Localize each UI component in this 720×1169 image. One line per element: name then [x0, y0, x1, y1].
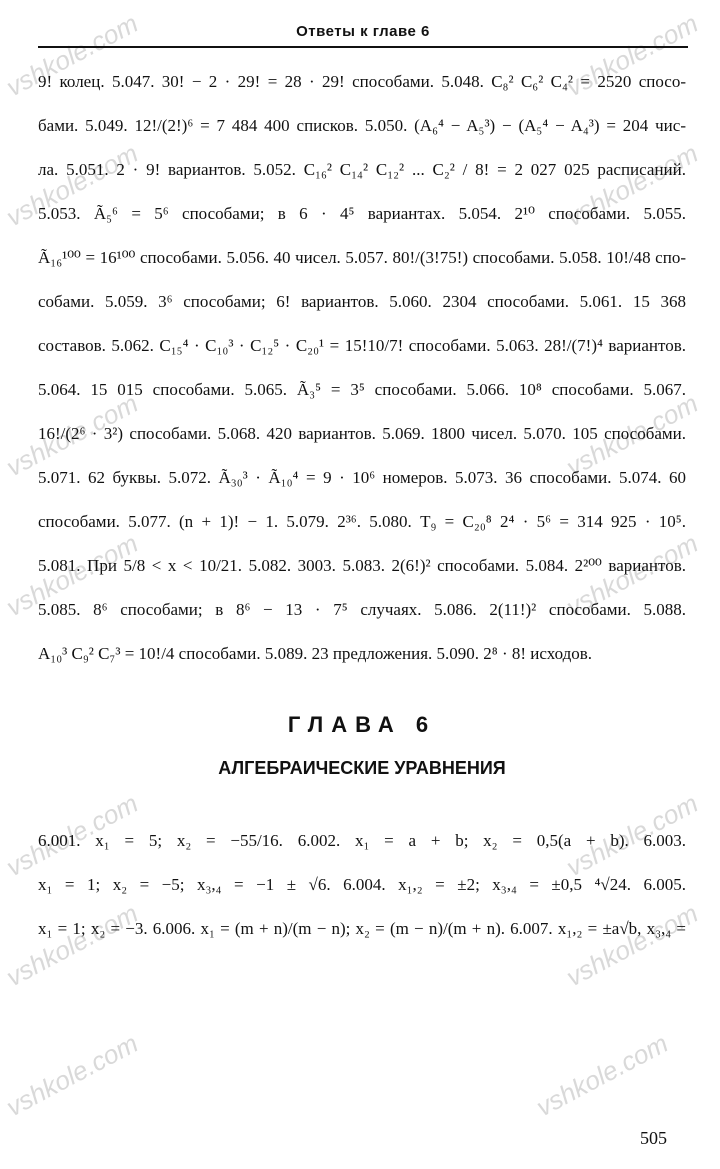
answer-line: A₁₀³ C₉² C₇³ = 10!/4 способами. 5.089. 23 предложения. 5.090. 2⁸ · 8! исходов. — [38, 644, 593, 663]
chapter-title: ГЛАВА 6 — [287, 712, 437, 737]
watermark: vshkole.com — [561, 7, 703, 103]
answer-line: Ã₁₆¹⁰⁰ = 16¹⁰⁰ способами. 5.056. 40 чисел. 5.057. 80!/(3!75!) способами. 5.058. 10!/48 спо- — [38, 248, 686, 267]
answer-line: 16!/(2⁶ · 3²) способами. 5.068. 420 вариантов. 5.069. 1800 чисел. 5.070. 105 способами. — [38, 424, 686, 443]
answer-line: бами. 5.049. 12!/(2!)⁶ = 7 484 400 списков. 5.050. (A₆⁴ − A₅³) − (A₅⁴ − A₄³) = 204 чис- — [38, 116, 686, 135]
watermark: vshkole.com — [561, 137, 703, 233]
watermark: vshkole.com — [1, 787, 143, 883]
watermark: vshkole.com — [561, 897, 703, 993]
answer-line: ла. 5.051. 2 · 9! вариантов. 5.052. C₁₆² C₁₄² C₁₂² ... C₂² / 8! = 2 027 025 расписаний. — [38, 160, 686, 179]
answer-line: x₁ = 1; x₂ = −5; x₃,₄ = −1 ± √6. 6.004. x₁,₂ = ±2; x₃,₄ = ±0,5 ⁴√24. 6.005. — [38, 875, 686, 894]
answer-line: собами. 5.059. 3⁶ способами; 6! вариантов. 5.060. 2304 способами. 5.061. 15 368 — [38, 292, 686, 311]
answer-line: 5.085. 8⁶ способами; в 8⁶ − 13 · 7⁵ случаях. 5.086. 2(11!)² способами. 5.088. — [38, 600, 686, 619]
watermark: vshkole.com — [1, 897, 143, 993]
answer-line: способами. 5.077. (n + 1)! − 1. 5.079. 2³⁶. 5.080. T₉ = C₂₀⁸ 2⁴ · 5⁶ = 314 925 · 10⁵. — [38, 512, 686, 531]
watermark: vshkole.com — [1, 387, 143, 483]
page-number: 505 — [640, 1128, 667, 1148]
watermark: vshkole.com — [1, 137, 143, 233]
watermark: vshkole.com — [1, 527, 143, 623]
answer-line: x₁ = 1; x₂ = −3. 6.006. x₁ = (m + n)/(m − n); x₂ = (m − n)/(m + n). 6.007. x₁,₂ = ±a√b, x₃,₄ = — [38, 919, 686, 938]
watermark: vshkole.com — [1, 7, 143, 103]
answer-line: составов. 5.062. C₁₅⁴ · C₁₀³ · C₁₂⁵ · C₂₀¹ = 15!10/7! способами. 5.063. 28!/(7!)⁴ вариантов. — [38, 336, 686, 355]
chapter-subtitle: АЛГЕБРАИЧЕСКИЕ УРАВНЕНИЯ — [218, 758, 506, 778]
answer-line: 6.001. x₁ = 5; x₂ = −55/16. 6.002. x₁ = a + b; x₂ = 0,5(a + b). 6.003. — [38, 831, 686, 850]
answer-line: 5.064. 15 015 способами. 5.065. Ã₃⁵ = 3⁵ способами. 5.066. 10⁸ способами. 5.067. — [38, 380, 686, 399]
answer-line: 5.053. Ã₅⁶ = 5⁶ способами; в 6 · 4⁵ вариантах. 5.054. 2¹⁰ способами. 5.055. — [38, 204, 686, 223]
answer-line: 5.081. При 5/8 < x < 10/21. 5.082. 3003. 5.083. 2(6!)² способами. 5.084. 2²⁰⁰ вариантов. — [38, 556, 686, 575]
page-body — [38, 70, 686, 961]
answer-line: 9! колец. 5.047. 30! − 2 · 29! = 28 · 29! способами. 5.048. C₈² C₆² C₄² = 2520 спосо- — [38, 72, 686, 91]
watermark: vshkole.com — [561, 387, 703, 483]
watermark: vshkole.com — [561, 787, 703, 883]
watermark: vshkole.com — [531, 1027, 673, 1123]
watermark: vshkole.com — [1, 1027, 143, 1123]
watermark: vshkole.com — [561, 527, 703, 623]
answer-line: 5.071. 62 буквы. 5.072. Ã₃₀³ · Ã₁₀⁴ = 9 · 10⁶ номеров. 5.073. 36 способами. 5.074. 60 — [38, 468, 686, 487]
running-header: Ответы к главе 6 — [38, 18, 688, 48]
